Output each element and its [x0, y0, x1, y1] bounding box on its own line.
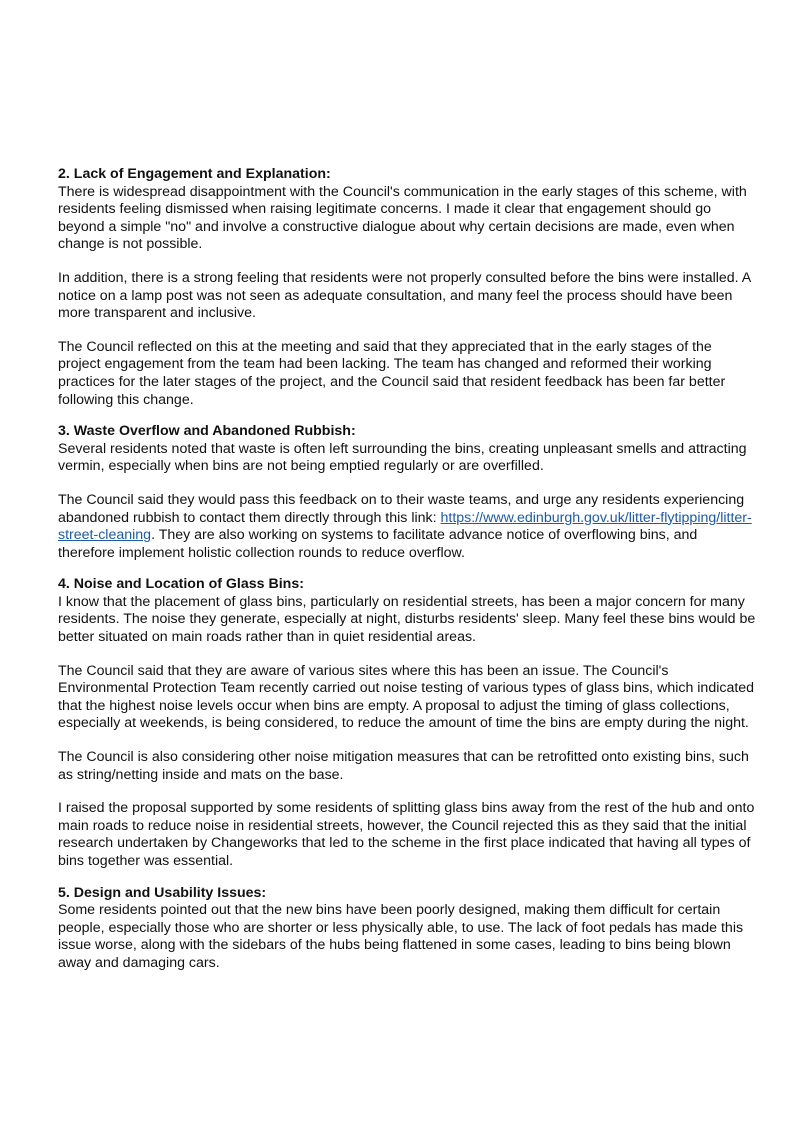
- section-heading: 2. Lack of Engagement and Explanation:: [58, 166, 331, 182]
- paragraph: Some residents pointed out that the new bins have been poorly designed, making them difficult for certain people, especially those who are shorter or less physically able, to use. The lack of foot pedals has made this issue worse, along with the sidebars of the hubs being flattened in some cases, leading to bins being blown away and damaging cars.: [58, 902, 744, 971]
- link-paragraph-after: . They are also working on systems to facilitate advance notice of overflowing bins, and therefore implement holistic collection rounds to reduce overflow.: [58, 527, 698, 561]
- litter-street-cleaning-link[interactable]: https://www.edinburgh.gov.uk/litter-flytipping/litter-street-cleaning: [58, 509, 752, 544]
- document-page: [58, 166, 758, 987]
- paragraph: The Council said that they are aware of various sites where this has been an issue. The Council's Environmental Protection Team recently carried out noise testing of various types of glass bins, which indicated that the highest noise levels occur when bins are empty. A proposal to adjust the timing of glass collections, especially at weekends, is being considered, to reduce the amount of time the bins are empty during the night.: [58, 662, 755, 732]
- paragraph: There is widespread disappointment with the Council's communication in the early stages of this scheme, with residents feeling dismissed when raising legitimate concerns. I made it clear that engagement should go beyond a simple "no" and involve a constructive dialogue about why certain decisions are made, even when change is not possible.: [58, 183, 747, 253]
- paragraph-with-link: [58, 492, 758, 562]
- section-waste-overflow: [58, 423, 758, 562]
- paragraph: Several residents noted that waste is often left surrounding the bins, creating unpleasant smells and attracting vermin, especially when bins are not being emptied regularly or are overfilled.: [58, 440, 747, 475]
- section-heading: 4. Noise and Location of Glass Bins:: [58, 576, 304, 593]
- paragraph: The Council is also considering other noise mitigation measures that can be retrofitted onto existing bins, such as string/netting inside and mats on the base.: [58, 749, 749, 783]
- paragraph: I raised the proposal supported by some residents of splitting glass bins away from the rest of the hub and onto main roads to reduce noise in residential streets, however, the Council rejected this as they said that the initial research undertaken by Changeworks that led to the scheme in the first place indicated that having all types of bins together was essential.: [58, 800, 755, 869]
- paragraph: I know that the placement of glass bins, particularly on residential streets, has been a major concern for many residents. The noise they generate, especially at night, disturbs residents' sleep. Many feel these bins would be better situated on main roads rather than in quiet residential areas.: [58, 593, 756, 646]
- paragraph: The Council reflected on this at the meeting and said that they appreciated that in the early stages of the project engagement from the team had been lacking. The team has changed and reformed their working practices for the later stages of the project, and the Council said that resident feedback has been far better following this change.: [58, 338, 726, 408]
- section-heading: 5. Design and Usability Issues:: [58, 884, 267, 901]
- link-paragraph-before: The Council said they would pass this feedback on to their waste teams, and urge any residents experiencing abandoned rubbish to contact them directly through this link:: [58, 491, 745, 526]
- section-heading: 3. Waste Overflow and Abandoned Rubbish:: [58, 423, 356, 440]
- section-glass-bins-noise: [58, 576, 758, 870]
- section-engagement: [58, 166, 758, 409]
- paragraph: In addition, there is a strong feeling that residents were not properly consulted before the bins were installed. A notice on a lamp post was not seen as adequate consultation, and many feel the process should have been more transparent and inclusive.: [58, 269, 751, 322]
- section-design-usability: [58, 885, 758, 973]
